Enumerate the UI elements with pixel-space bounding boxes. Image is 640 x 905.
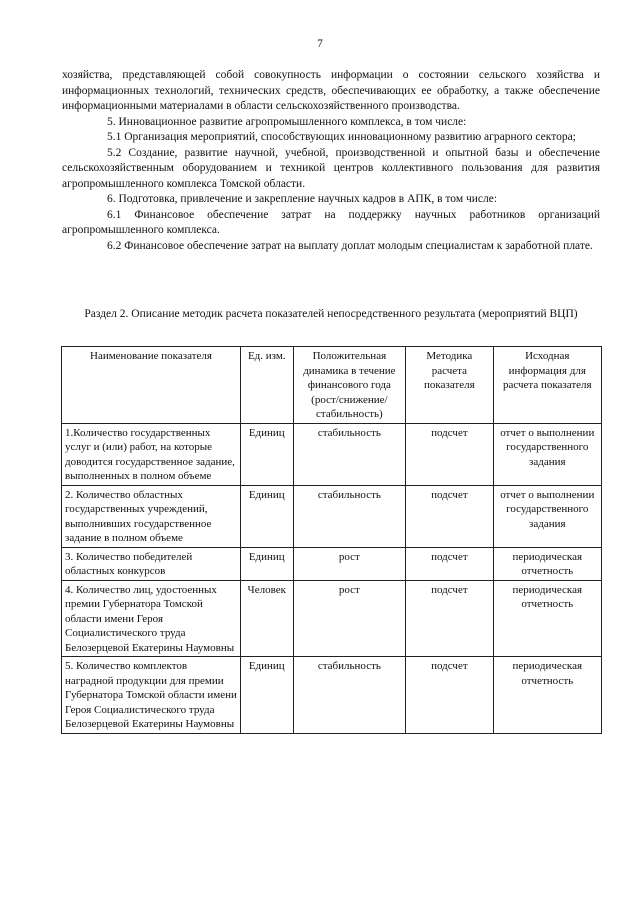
cell-source: периодическая отчетность xyxy=(493,657,601,734)
paragraph: 6.2 Финансовое обеспечение затрат на выплату доплат молодым специалистам к заработной плате. xyxy=(107,239,593,252)
cell-source: отчет о выполнении государственного задания xyxy=(493,485,601,547)
section-title: Раздел 2. Описание методик расчета показателей непосредственного результата (мероприятий ВЦП) xyxy=(84,308,578,320)
table-row xyxy=(62,580,602,657)
header-method: Методика расчета показателя xyxy=(406,347,493,424)
table-row xyxy=(62,547,602,580)
header-unit: Ед. изм. xyxy=(240,347,293,424)
paragraph: 5. Инновационное развитие агропромышленного комплекса, в том числе: xyxy=(107,115,467,128)
table-row xyxy=(62,657,602,734)
cell-indicator-name: 4. Количество лиц, удостоенных премии Губернатора Томской области имени Героя Социалистического труда Белозерцевой Екатерины Наумовны xyxy=(62,580,241,657)
header-indicator-name: Наименование показателя xyxy=(62,347,241,424)
cell-unit: Единиц xyxy=(240,547,293,580)
indicators-table xyxy=(61,346,602,734)
cell-dynamics: стабильность xyxy=(293,423,406,485)
table-row xyxy=(62,423,602,485)
cell-indicator-name: 3. Количество победителей областных конкурсов xyxy=(62,547,241,580)
table-row xyxy=(62,485,602,547)
paragraph: 5.1 Организация мероприятий, способствующих инновационному развитию аграрного сектора; xyxy=(107,131,576,143)
table-header-row xyxy=(62,347,602,424)
header-dynamics: Положительная динамика в течение финансового года (рост/снижение/стабильность) xyxy=(293,347,406,424)
cell-method: подсчет xyxy=(406,657,493,734)
cell-source: периодическая отчетность xyxy=(493,547,601,580)
cell-method: подсчет xyxy=(406,580,493,657)
cell-method: подсчет xyxy=(406,485,493,547)
cell-unit: Единиц xyxy=(240,423,293,485)
cell-unit: Единиц xyxy=(240,657,293,734)
paragraph: 6. Подготовка, привлечение и закрепление научных кадров в АПК, в том числе: xyxy=(107,193,498,205)
cell-source: периодическая отчетность xyxy=(493,580,601,657)
cell-unit: Человек xyxy=(240,580,293,657)
cell-indicator-name: 1.Количество государственных услуг и (или) работ, на которые доводится государственное задание, выполненных в полном объеме xyxy=(62,423,241,485)
cell-method: подсчет xyxy=(406,423,493,485)
header-source: Исходная информация для расчета показателя xyxy=(493,347,601,424)
body-text xyxy=(62,68,600,254)
cell-indicator-name: 5. Количество комплектов наградной продукции для премии Губернатора Томской области имени Героя Социалистического труда Белозерцевой Екатерины Наумовны xyxy=(62,657,241,734)
cell-indicator-name: 2. Количество областных государственных учреждений, выполнивших государственное задание в полном объеме xyxy=(62,485,241,547)
cell-unit: Единиц xyxy=(240,485,293,547)
page-number: 7 xyxy=(317,38,323,50)
paragraph: 5.2 Создание, развитие научной, учебной, производственной и опытной базы и обеспечение сельскохозяйственным оборудованием и техникой центров коллективного пользования для развития агропромышленного комплекса Томской области. xyxy=(62,146,600,190)
cell-dynamics: рост xyxy=(293,580,406,657)
cell-method: подсчет xyxy=(406,547,493,580)
paragraph: хозяйства, представляющей собой совокупность информации о состоянии сельского хозяйства и информационных технологий, технических средств, обеспечивающих ее обработку, а также обеспечение информационными материалами в области сельскохозяйственного производства. xyxy=(62,69,600,112)
cell-source: отчет о выполнении государственного задания xyxy=(493,423,601,485)
cell-dynamics: рост xyxy=(293,547,406,580)
cell-dynamics: стабильность xyxy=(293,657,406,734)
cell-dynamics: стабильность xyxy=(293,485,406,547)
paragraph: 6.1 Финансовое обеспечение затрат на поддержку научных работников организаций агропромышленного комплекса. xyxy=(62,208,600,236)
